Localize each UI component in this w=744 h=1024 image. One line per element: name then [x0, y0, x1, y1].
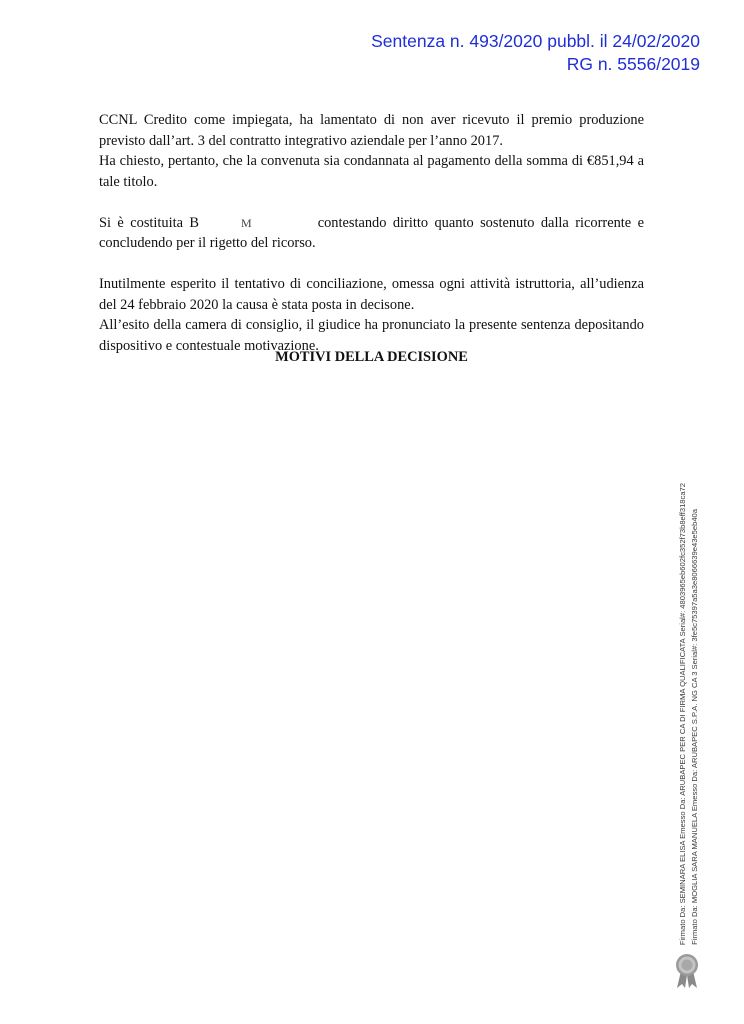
- rg-number: RG n. 5556/2019: [566, 54, 700, 74]
- redacted-name-fragment: M: [241, 215, 252, 230]
- section-title: MOTIVI DELLA DECISIONE: [275, 349, 468, 365]
- publication-stamp: [371, 30, 700, 76]
- costituita-text: Si è costituita B: [99, 214, 200, 231]
- signature-moglia: Firmato Da: MOGLIA SARA MANUELA Emesso Da: ARUBAPEC S.P.A. NG CA 3 Serial#: 3fe5c75397a5a3e8066639e43e5eb40a: [690, 509, 699, 945]
- contestando-text: contestando diritto quanto sostenuto dalla ricorrente e concludendo per il rigetto del ricorso.: [99, 214, 644, 251]
- paragraph-costituzione: [99, 213, 644, 254]
- document-body: [99, 110, 644, 356]
- digital-signatures: [664, 445, 704, 945]
- paragraph-esito: All’esito della camera di consiglio, il giudice ha pronunciato la presente sentenza depositando dispositivo e contestuale motivazione.: [99, 317, 644, 354]
- paragraph-conciliazione: Inutilmente esperito il tentativo di conciliazione, omessa ogni attività istruttoria, all’udienza del 24 febbraio 2020 la causa è stata posta in decisone.: [99, 276, 644, 313]
- signature-seminara: Firmato Da: SEMINARA ELISA Emesso Da: ARUBAPEC PER CA DI FIRMA QUALIFICATA Serial#: 4803965eb602fc352f73b8eff318ca72: [678, 482, 687, 945]
- paragraph-premio: CCNL Credito come impiegata, ha lamentato di non aver ricevuto il premio produzione previsto dall’art. 3 del contratto integrativo aziendale per l’anno 2017.: [99, 112, 644, 149]
- paragraph-richiesta: Ha chiesto, pertanto, che la convenuta sia condannata al pagamento della somma di €851,94 a tale titolo.: [99, 153, 644, 190]
- sentenza-number: Sentenza n. 493/2020 pubbl. il 24/02/2020: [371, 31, 700, 51]
- certification-seal-icon: [672, 953, 702, 989]
